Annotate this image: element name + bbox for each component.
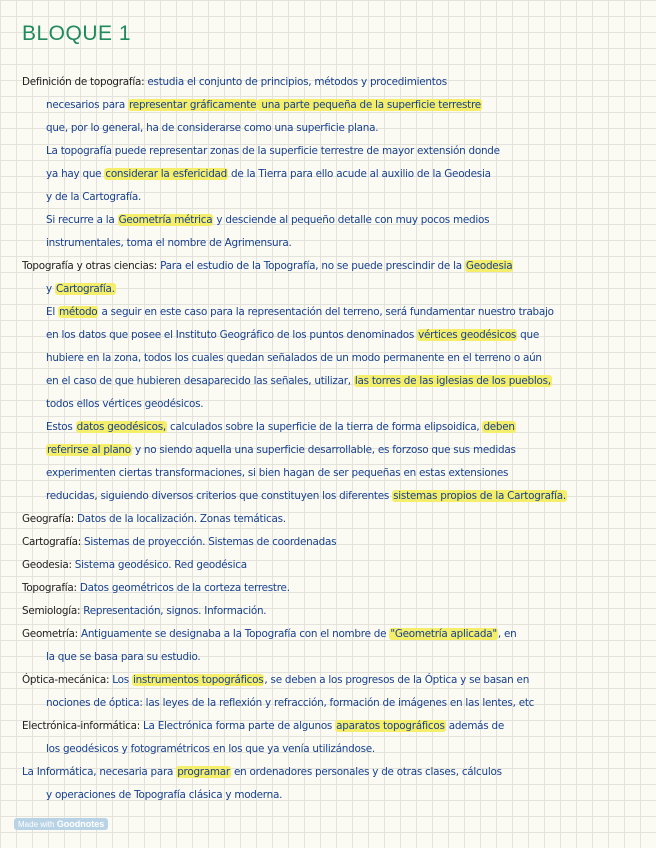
note-text: experimenten ciertas transformaciones, si bien hagan de ser pequeñas en estas extensiones (46, 467, 509, 479)
note-line (46, 163, 656, 186)
note-text: necesarios para (46, 99, 129, 111)
note-line (46, 370, 656, 393)
note-text: de la Tierra para ello acude al auxilio de la Geodesia (228, 168, 491, 180)
note-line (22, 255, 656, 278)
highlighted-text: datos geodésicos, (76, 421, 166, 433)
note-text: Datos geométricos de la corteza terrestre. (76, 582, 290, 594)
highlighted-text: sistemas propios de la Cartografía. (393, 490, 566, 502)
note-line (22, 669, 656, 692)
note-text: nociones de óptica: las leyes de la reflexión y refracción, formación de imágenes en las lentes, etc (46, 697, 535, 709)
highlighted-text: una parte pequeña de la superficie terrestre (258, 99, 481, 111)
badge-brand: Goodnotes (56, 819, 105, 829)
term-label: Cartografía: (22, 536, 81, 548)
note-text: La Informática, necesaria para (22, 766, 177, 778)
note-text: , en (497, 628, 517, 640)
term-label: Electrónica-informática: (22, 720, 140, 732)
note-line (22, 600, 656, 623)
highlighted-text: representar gráficamente (129, 99, 257, 111)
note-text: todos ellos vértices geodésicos. (46, 398, 204, 410)
note-line (46, 140, 656, 163)
note-text: en el caso de que hubieren desaparecido las señales, utilizar, (46, 375, 354, 387)
note-line (46, 784, 656, 807)
note-text: en ordenadores personales y de otras clases, cálculos (230, 766, 502, 778)
highlighted-text: "Geometría aplicada" (390, 628, 497, 640)
note-text: reducidas, siguiendo diversos criterios que constituyen los diferentes (46, 490, 393, 502)
note-text: y desciende al pequeño detalle con muy pocos medios (213, 214, 490, 226)
note-text: Para el estudio de la Topografía, no se puede prescindir de la (157, 260, 465, 272)
note-text: Si recurre a la (46, 214, 118, 226)
note-line (46, 209, 656, 232)
note-line (22, 71, 656, 94)
highlighted-text: las torres de las iglesias de los pueblos, (354, 375, 551, 387)
note-line (46, 278, 656, 301)
note-text: , se deben a los progresos de la Óptica y se basan en (264, 674, 530, 686)
note-text: que (517, 329, 539, 341)
note-text: Antiguamente se designaba a la Topografía con el nombre de (77, 628, 390, 640)
note-line (46, 485, 656, 508)
note-text: Representación, signos. Información. (80, 605, 267, 617)
note-line (22, 508, 656, 531)
highlighted-text: referirse al plano (47, 444, 131, 456)
term-label: Óptica-mecánica: (22, 674, 110, 686)
note-text: Los (109, 674, 132, 686)
note-line (46, 117, 656, 140)
note-line (46, 692, 656, 715)
note-text: además de (445, 720, 505, 732)
note-line (46, 462, 656, 485)
highlighted-text: instrumentos topográficos (132, 674, 264, 686)
note-text: la que se basa para su estudio. (46, 651, 201, 663)
note-line (22, 577, 656, 600)
note-line (46, 301, 656, 324)
note-text: y operaciones de Topografía clásica y moderna. (46, 789, 283, 801)
note-line (46, 439, 656, 462)
note-text: estudia el conjunto de principios, métodos y procedimientos (144, 76, 447, 88)
highlighted-text: Geometría métrica (118, 214, 213, 226)
note-line (46, 738, 656, 761)
term-label: Semiología: (22, 605, 81, 617)
highlighted-text: método (59, 306, 98, 318)
note-text: ya hay que (46, 168, 105, 180)
highlighted-text: vértices geodésicos (418, 329, 517, 341)
note-text: La Electrónica forma parte de algunos (139, 720, 336, 732)
highlighted-text: Geodesia (465, 260, 513, 272)
note-text: en los datos que posee el Instituto Geográfico de los puntos denominados (46, 329, 418, 341)
note-text: a seguir en este caso para la representación del terreno, será fundamentar nuestro trabajo (98, 306, 554, 318)
note-line (22, 554, 656, 577)
highlighted-text: aparatos topográficos (336, 720, 445, 732)
term-label: Geometría: (22, 628, 78, 640)
note-line (22, 531, 656, 554)
highlighted-text: programar (177, 766, 230, 778)
note-text: y de la Cartografía. (46, 191, 142, 203)
term-label: Geodesia: (22, 559, 72, 571)
note-text: calculados sobre la superficie de la tierra de forma elipsoidica, (166, 421, 483, 433)
note-line (22, 715, 656, 738)
term-label: Topografía: (22, 582, 77, 594)
badge-prefix: Made with (18, 820, 55, 829)
note-text: y no siendo aquella una superficie desarrollable, es forzoso que sus medidas (131, 444, 516, 456)
page-title: BLOQUE 1 (22, 22, 132, 45)
term-label: Geografía: (22, 513, 74, 525)
term-label: Topografía y otras ciencias: (22, 260, 158, 272)
note-line (46, 416, 656, 439)
goodnotes-badge (14, 818, 108, 830)
note-line (46, 324, 656, 347)
note-text: Sistemas de proyección. Sistemas de coordenadas (80, 536, 337, 548)
note-text: los geodésicos y fotogramétricos en los que ya venía utilizándose. (46, 743, 375, 755)
term-label: Definición de topografía: (22, 76, 145, 88)
note-text: hubiere en la zona, todos los cuales quedan señalados de un modo permanente en el terreno o aún (46, 352, 542, 364)
note-line (22, 623, 656, 646)
highlighted-text: Cartografía. (55, 283, 115, 295)
note-line (22, 761, 656, 784)
note-text: Datos de la localización. Zonas temáticas. (73, 513, 286, 525)
note-text: instrumentales, toma el nombre de Agrimensura. (46, 237, 292, 249)
note-line (46, 347, 656, 370)
note-line (46, 186, 656, 209)
note-text: Estos (46, 421, 76, 433)
note-line (46, 232, 656, 255)
highlighted-text: considerar la esfericidad (105, 168, 227, 180)
note-line (46, 94, 656, 117)
note-line (46, 393, 656, 416)
highlighted-text: deben (483, 421, 515, 433)
note-line (46, 646, 656, 669)
note-text: que, por lo general, ha de considerarse como una superficie plana. (46, 122, 379, 134)
note-text: La topografía puede representar zonas de la superficie terrestre de mayor extensión donde (46, 145, 500, 157)
note-text: y (46, 283, 55, 295)
note-text: El (46, 306, 59, 318)
note-text: Sistema geodésico. Red geodésica (71, 559, 247, 571)
